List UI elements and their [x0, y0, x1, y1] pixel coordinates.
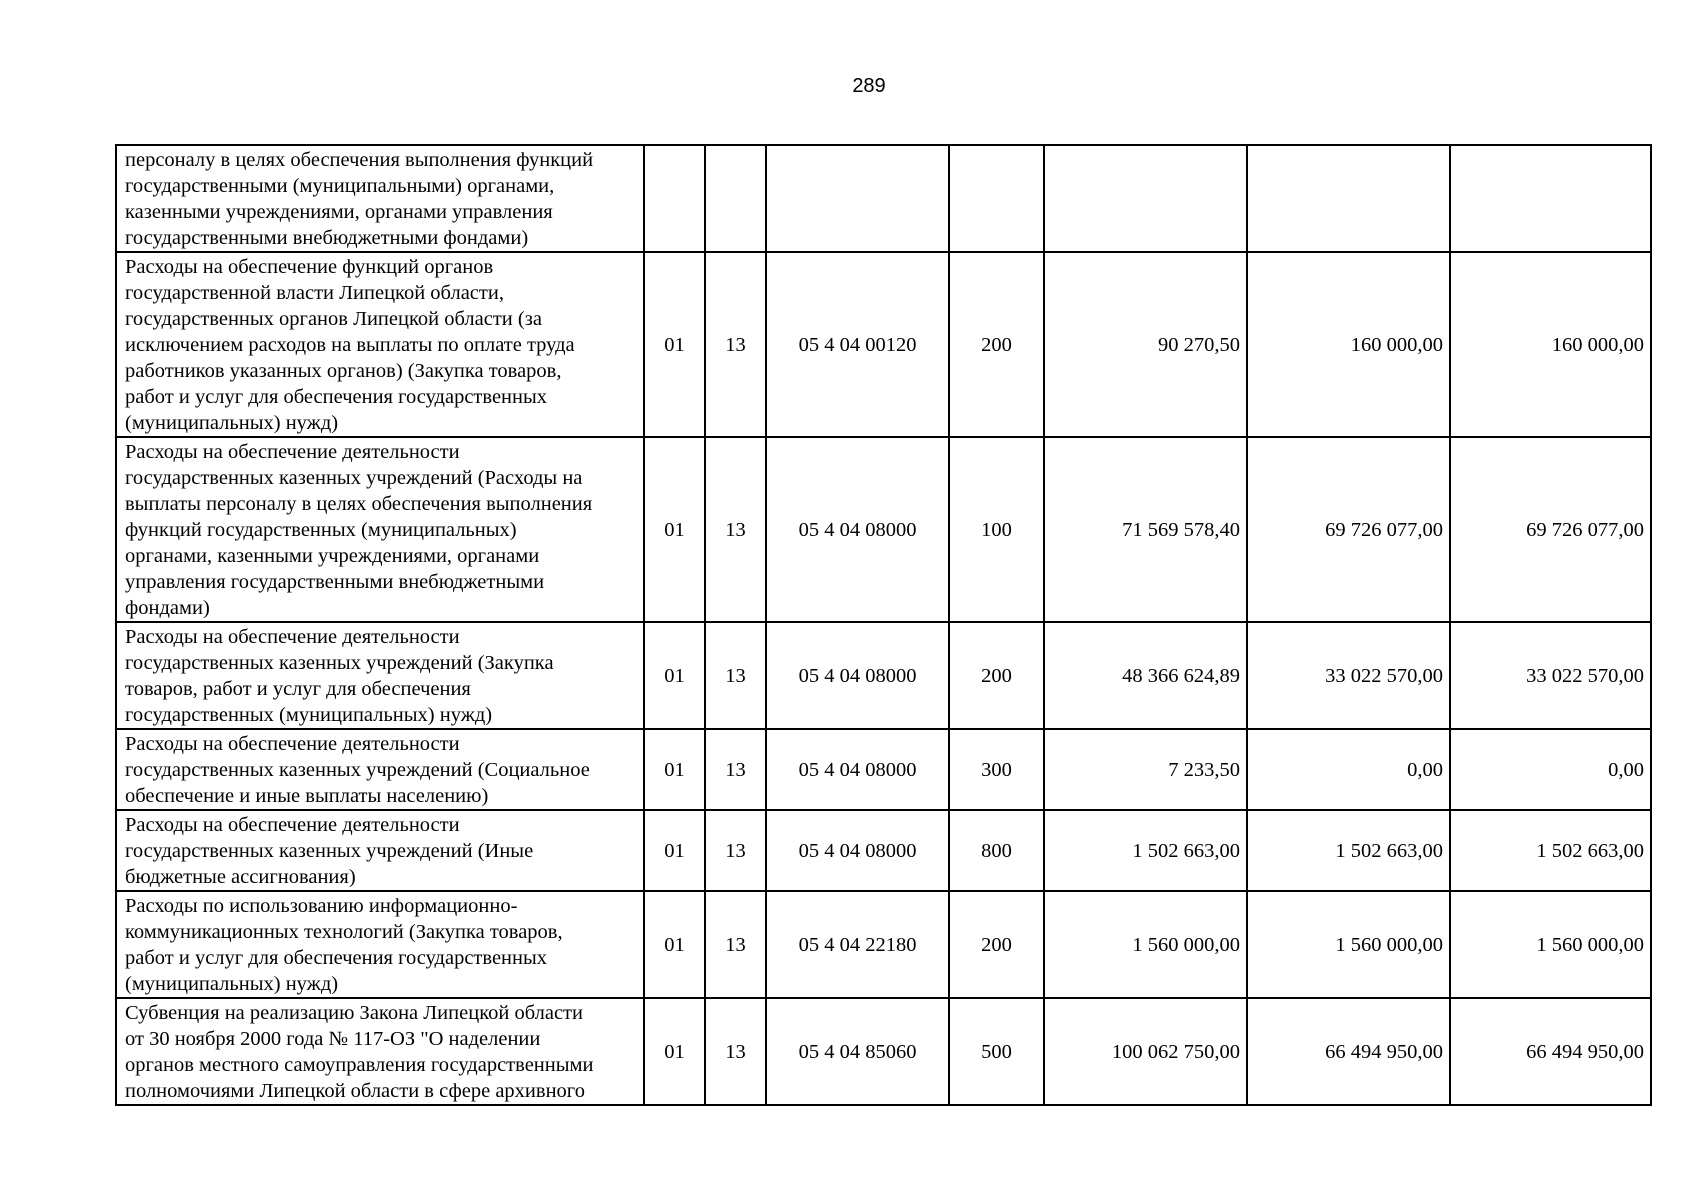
description-line: управления государственными внебюджетными: [125, 571, 545, 593]
description-line: от 30 ноября 2000 года № 117-ОЗ "О наделении: [125, 1028, 541, 1050]
amount-2: 66 494 950,00: [1247, 998, 1450, 1105]
description-line: работ и услуг для обеспечения государственных: [125, 386, 548, 408]
description-line: государственной власти Липецкой области,: [125, 282, 504, 304]
description-line: выплаты персоналу в целях обеспечения выполнения: [125, 493, 593, 515]
expense-description: [116, 891, 644, 998]
amount-1: 90 270,50: [1044, 252, 1247, 437]
expense-type-code: 200: [949, 622, 1044, 729]
description-line: коммуникационных технологий (Закупка товаров,: [125, 921, 563, 943]
subsection-code: [705, 145, 766, 252]
description-line: товаров, работ и услуг для обеспечения: [125, 678, 471, 700]
amount-1: 7 233,50: [1044, 729, 1247, 810]
description-line: государственных казенных учреждений (Закупка: [125, 652, 554, 674]
description-line: государственных (муниципальных) нужд): [125, 704, 493, 726]
subsection-code: 13: [705, 622, 766, 729]
expense-type-code: 500: [949, 998, 1044, 1105]
section-code: 01: [644, 437, 705, 622]
amount-2: 33 022 570,00: [1247, 622, 1450, 729]
table-row: [116, 729, 1651, 810]
expense-type-code: 300: [949, 729, 1044, 810]
table-row: [116, 810, 1651, 891]
section-code: 01: [644, 729, 705, 810]
expense-description: [116, 622, 644, 729]
amount-2: 0,00: [1247, 729, 1450, 810]
amount-3: [1450, 145, 1651, 252]
description-line: органами, казенными учреждениями, органами: [125, 545, 540, 567]
amount-3: 66 494 950,00: [1450, 998, 1651, 1105]
section-code: 01: [644, 252, 705, 437]
section-code: 01: [644, 891, 705, 998]
amount-1: 1 560 000,00: [1044, 891, 1247, 998]
table-row: [116, 891, 1651, 998]
amount-1: 71 569 578,40: [1044, 437, 1247, 622]
expense-type-code: 200: [949, 891, 1044, 998]
table-row: [116, 622, 1651, 729]
section-code: 01: [644, 622, 705, 729]
amount-2: [1247, 145, 1450, 252]
description-line: исключением расходов на выплаты по оплате труда: [125, 334, 575, 356]
table-row: [116, 252, 1651, 437]
description-line: Расходы по использованию информационно-: [125, 895, 518, 917]
description-line: казенными учреждениями, органами управления: [125, 201, 553, 223]
subsection-code: 13: [705, 810, 766, 891]
description-line: государственными (муниципальными) органами,: [125, 175, 555, 197]
description-line: органов местного самоуправления государственными: [125, 1054, 594, 1076]
amount-3: 160 000,00: [1450, 252, 1651, 437]
description-line: Расходы на обеспечение деятельности: [125, 733, 460, 755]
amount-2: 69 726 077,00: [1247, 437, 1450, 622]
target-article-code: 05 4 04 85060: [766, 998, 949, 1105]
description-line: Расходы на обеспечение деятельности: [125, 626, 460, 648]
amount-3: 1 502 663,00: [1450, 810, 1651, 891]
expense-description: [116, 252, 644, 437]
target-article-code: 05 4 04 08000: [766, 729, 949, 810]
description-line: (муниципальных) нужд): [125, 973, 339, 995]
expense-description: [116, 145, 644, 252]
table-row: [116, 437, 1651, 622]
table-row: [116, 145, 1651, 252]
description-line: государственных казенных учреждений (Расходы на: [125, 467, 583, 489]
page-number: 289: [852, 75, 886, 97]
target-article-code: 05 4 04 22180: [766, 891, 949, 998]
expense-description: [116, 810, 644, 891]
description-line: функций государственных (муниципальных): [125, 519, 517, 541]
description-line: государственных органов Липецкой области (за: [125, 308, 542, 330]
section-code: [644, 145, 705, 252]
amount-2: 160 000,00: [1247, 252, 1450, 437]
amount-1: 1 502 663,00: [1044, 810, 1247, 891]
target-article-code: 05 4 04 00120: [766, 252, 949, 437]
amount-1: 100 062 750,00: [1044, 998, 1247, 1105]
description-line: полномочиями Липецкой области в сфере архивного: [125, 1080, 585, 1102]
amount-3: 0,00: [1450, 729, 1651, 810]
target-article-code: 05 4 04 08000: [766, 810, 949, 891]
description-line: государственными внебюджетными фондами): [125, 227, 529, 249]
description-line: обеспечение и иные выплаты населению): [125, 785, 489, 807]
expense-type-code: [949, 145, 1044, 252]
description-line: работников указанных органов) (Закупка товаров,: [125, 360, 562, 382]
expense-type-code: 100: [949, 437, 1044, 622]
expense-description: [116, 998, 644, 1105]
expense-type-code: 200: [949, 252, 1044, 437]
description-line: бюджетные ассигнования): [125, 866, 356, 888]
amount-1: [1044, 145, 1247, 252]
description-line: персоналу в целях обеспечения выполнения функций: [125, 149, 594, 171]
table-row: [116, 998, 1651, 1105]
description-line: работ и услуг для обеспечения государственных: [125, 947, 548, 969]
table-body: [116, 145, 1651, 1105]
amount-2: 1 502 663,00: [1247, 810, 1450, 891]
expense-description: [116, 437, 644, 622]
description-line: Субвенция на реализацию Закона Липецкой области: [125, 1002, 583, 1024]
description-line: Расходы на обеспечение деятельности: [125, 814, 460, 836]
description-line: Расходы на обеспечение деятельности: [125, 441, 460, 463]
amount-3: 69 726 077,00: [1450, 437, 1651, 622]
expense-description: [116, 729, 644, 810]
budget-table: [115, 144, 1652, 1106]
subsection-code: 13: [705, 437, 766, 622]
amount-3: 1 560 000,00: [1450, 891, 1651, 998]
amount-1: 48 366 624,89: [1044, 622, 1247, 729]
amount-2: 1 560 000,00: [1247, 891, 1450, 998]
section-code: 01: [644, 810, 705, 891]
description-line: Расходы на обеспечение функций органов: [125, 256, 494, 278]
target-article-code: 05 4 04 08000: [766, 622, 949, 729]
amount-3: 33 022 570,00: [1450, 622, 1651, 729]
subsection-code: 13: [705, 729, 766, 810]
section-code: 01: [644, 998, 705, 1105]
subsection-code: 13: [705, 252, 766, 437]
target-article-code: 05 4 04 08000: [766, 437, 949, 622]
description-line: фондами): [125, 597, 210, 619]
subsection-code: 13: [705, 998, 766, 1105]
expense-type-code: 800: [949, 810, 1044, 891]
description-line: государственных казенных учреждений (Иные: [125, 840, 534, 862]
description-line: (муниципальных) нужд): [125, 412, 339, 434]
subsection-code: 13: [705, 891, 766, 998]
description-line: государственных казенных учреждений (Социальное: [125, 759, 590, 781]
target-article-code: [766, 145, 949, 252]
